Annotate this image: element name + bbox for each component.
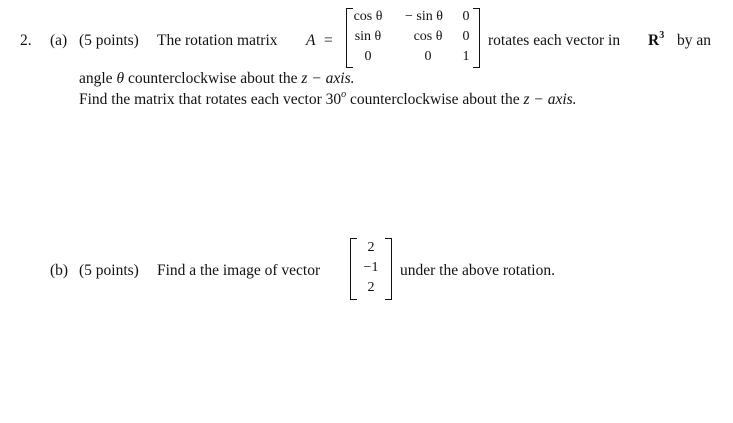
part-b-after: under the above rotation. bbox=[400, 262, 555, 279]
part-b-label: (b) bbox=[50, 262, 69, 279]
matrix-cell: 1 bbox=[462, 49, 470, 64]
part-b-points: (5 points) bbox=[79, 262, 139, 279]
vector-entry: −1 bbox=[363, 260, 379, 275]
vector-entry: 2 bbox=[367, 280, 375, 295]
matrix-cell: 0 bbox=[462, 9, 470, 24]
matrix-variable: A bbox=[306, 32, 316, 49]
real-space-symbol: $R^3$ bbox=[648, 30, 665, 49]
part-a-line3: Find the matrix that rotates each vector 30$^o$ counterclockwise about the z − axis. bbox=[79, 89, 577, 108]
part-b-text: Find a the image of vector bbox=[157, 262, 321, 279]
matrix-cell: cos θ bbox=[353, 9, 383, 24]
part-a-points: (5 points) bbox=[79, 32, 139, 49]
equals-sign: = bbox=[324, 32, 333, 49]
matrix-cell: − sin θ bbox=[405, 9, 443, 24]
part-a-label: (a) bbox=[50, 32, 68, 49]
vector-matrix bbox=[350, 238, 392, 300]
vector-entry: 2 bbox=[367, 240, 375, 255]
matrix-cell: cos θ bbox=[413, 29, 443, 44]
part-a-after-matrix: rotates each vector in bbox=[488, 32, 621, 49]
part-a-line2: angle θ counterclockwise about the z − axis. bbox=[79, 70, 355, 87]
part-a-by-an: by an bbox=[677, 32, 712, 49]
rotation-matrix bbox=[346, 8, 480, 68]
problem-number: 2. bbox=[20, 32, 32, 49]
part-a-intro: The rotation matrix bbox=[157, 32, 278, 49]
matrix-cell: 0 bbox=[364, 49, 372, 64]
matrix-cell: 0 bbox=[424, 49, 432, 64]
matrix-cell: sin θ bbox=[354, 29, 382, 44]
matrix-cell: 0 bbox=[462, 29, 470, 44]
